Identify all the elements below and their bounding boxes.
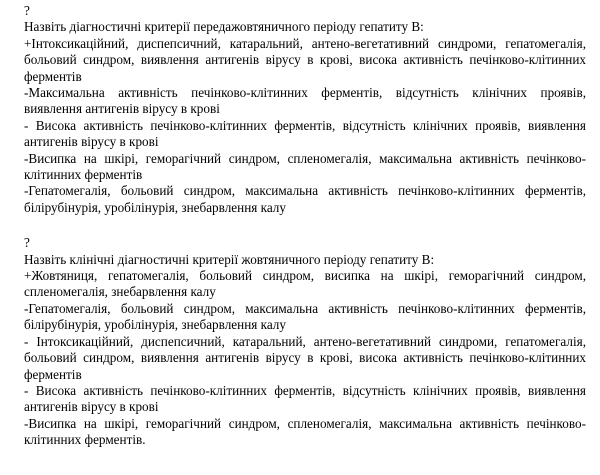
question-mark: ? [24, 235, 30, 251]
answer-option: -Висипка на шкірі, геморагічний синдром, спленомегалія, максимальна активність печінково-клітинних ферментів [24, 150, 586, 183]
answer-option: +Жовтяниця, гепатомегалія, больовий синдром, висипка на шкірі, геморагічний синдром, спленомегалія, знебарвлення калу [24, 268, 586, 300]
question-title: Назвіть клінічні діагностичні критерії жовтяничного періоду гепатиту В: [24, 251, 435, 267]
answer-option: - Інтоксикаційний, диспепсичний, катаральний, антено-вегетативний синдроми, гепатомегалія, больовий синдром, виявлення антигенів вірусу в крові, висока активність печінково-клітинних ферментів [24, 333, 586, 382]
question-title: Назвіть діагностичні критерії передажовтяничного періоду гепатиту В: [24, 19, 424, 35]
answer-option: -Гепатомегалія, больовий синдром, максимальна активність печінково-клітинних ферментів, білірубінурія, уробілінурія, знебарвлення калу [24, 183, 586, 215]
document-page [24, 0, 586, 449]
question-block-1 [24, 0, 586, 216]
question-mark: ? [24, 3, 30, 18]
answer-option: -Гепатомегалія, больовий синдром, максимальна активність печінково-клітинних ферментів, білірубінурія, уробілінурія, знебарвлення калу [24, 300, 586, 333]
answer-option: +Інтоксикаційний, диспепсичний, катаральний, антено-вегетативний синдроми, гепатомегалія, больовий синдром, виявлення антигенів вірусу в крові, висока активність печінково-клітинних ферментів [24, 35, 586, 84]
answer-option: -Висипка на шкірі, геморагічний синдром, спленомегалія, максимальна активність печінково-клітинних ферментів. [24, 415, 586, 448]
question-block-2 [24, 232, 586, 448]
answer-option: - Висока активність печінково-клітинних ферментів, відсутність клінічних проявів, виявлення антигенів вірусу в крові [24, 117, 586, 150]
answer-option: -Максимальна активність печінково-клітинних ферментів, відсутність клінічних проявів, виявлення антигенів вірусу в крові [24, 85, 586, 117]
answer-option: - Висока активність печінково-клітинних ферментів, відсутність клінічних проявів, виявлення антигенів вірусу в крові [24, 382, 586, 415]
